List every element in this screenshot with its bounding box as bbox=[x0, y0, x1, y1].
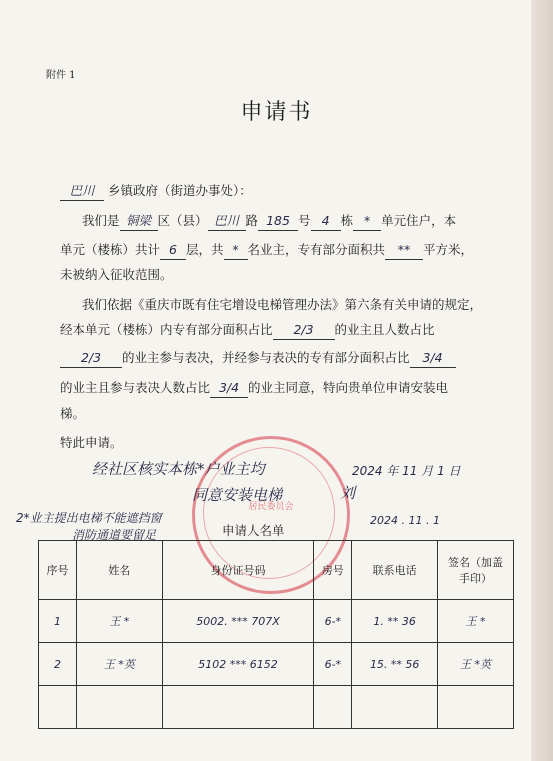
floors-value: 6 bbox=[160, 241, 186, 260]
annex-label: 附件 1 bbox=[46, 70, 76, 81]
page-title: 申请书 bbox=[240, 100, 313, 125]
table-row bbox=[39, 643, 514, 686]
para1-line1: 我们是 铜梁 区（县） 巴川 路 185 号 4 栋 * 单元住户，本 bbox=[82, 212, 456, 231]
cell-name: 王 * bbox=[76, 600, 162, 643]
cell-phone: 1. ** 36 bbox=[352, 600, 438, 643]
closing-line: 特此申请。 bbox=[60, 435, 123, 450]
cell-signature: 王 *英 bbox=[438, 643, 514, 686]
cell-id: 5102 *** 6152 bbox=[162, 643, 314, 686]
ratio4-value: 3/4 bbox=[210, 379, 248, 398]
addressee-suffix: 乡镇政府（街道办事处）： bbox=[107, 183, 252, 198]
road-value: 巴川 bbox=[208, 212, 246, 231]
header-cell: 联系电话 bbox=[352, 541, 438, 600]
para1-line2: 单元（楼栋）共计 6 层，共 * 名业主，专有部分面积共 ** 平方米， bbox=[60, 241, 473, 260]
handwritten-note-2: 同意安装电梯 bbox=[192, 486, 283, 504]
table-caption: 申请人名单 bbox=[222, 523, 285, 538]
cell-index: 1 bbox=[39, 600, 77, 643]
addressee-line bbox=[60, 182, 252, 201]
cell-room: 6-* bbox=[314, 643, 352, 686]
seal-text: 居民委员会 bbox=[248, 502, 294, 512]
handwritten-date-2: 2024 . 11 . 1 bbox=[370, 514, 440, 527]
para2-line5: 梯。 bbox=[60, 406, 86, 421]
cell-signature: 王 * bbox=[438, 600, 514, 643]
para1-line3: 未被纳入征收范围。 bbox=[60, 267, 173, 282]
ratio2-value: 2/3 bbox=[60, 349, 122, 368]
number-value: 185 bbox=[258, 212, 298, 231]
building-value: 4 bbox=[311, 212, 341, 231]
para2-line4: 的业主且参与表决人数占比 3/4 的业主同意，特向贵单位申请安装电 bbox=[60, 379, 448, 398]
owners-value: * bbox=[224, 241, 248, 260]
ratio1-value: 2/3 bbox=[273, 321, 335, 340]
para2-line1: 我们依据《重庆市既有住宅增设电梯管理办法》第六条有关申请的规定， bbox=[82, 297, 483, 312]
handwritten-side-note-2: 消防通道要留足 bbox=[72, 528, 157, 542]
table-row-empty bbox=[39, 686, 514, 729]
cell-room: 6-* bbox=[314, 600, 352, 643]
applicant-table bbox=[38, 540, 514, 729]
town-value: 巴川 bbox=[60, 182, 104, 201]
unit-value: * bbox=[353, 212, 381, 231]
table-row bbox=[39, 600, 514, 643]
ratio3-value: 3/4 bbox=[410, 349, 456, 368]
cell-phone: 15. ** 56 bbox=[352, 643, 438, 686]
district-value: 铜梁 bbox=[120, 212, 158, 231]
para2-line3: 2/3 的业主参与表决，并经参与表决的专有部分面积占比 3/4 bbox=[60, 349, 456, 368]
table-header-row bbox=[39, 541, 514, 600]
handwritten-note-1: 经社区核实本栋*户业主均 bbox=[92, 460, 265, 478]
header-cell: 序号 bbox=[39, 541, 77, 600]
header-cell: 房号 bbox=[314, 541, 352, 600]
handwritten-date-1: 2024 年 11 月 1 日 bbox=[352, 464, 461, 478]
header-cell: 签名（加盖手印） bbox=[438, 541, 514, 600]
cell-id: 5002. *** 707X bbox=[162, 600, 314, 643]
area-value: ** bbox=[385, 241, 423, 260]
cell-index: 2 bbox=[39, 643, 77, 686]
cell-name: 王 *英 bbox=[76, 643, 162, 686]
handwritten-side-note-1: 2*业主提出电梯不能遮挡窗 bbox=[16, 511, 162, 525]
header-cell: 身份证号码 bbox=[162, 541, 314, 600]
header-cell: 姓名 bbox=[76, 541, 162, 600]
handwritten-signature: 刘 bbox=[340, 484, 356, 502]
para2-line2: 经本单元（楼栋）内专有部分面积占比 2/3 的业主且人数占比 bbox=[60, 321, 435, 340]
